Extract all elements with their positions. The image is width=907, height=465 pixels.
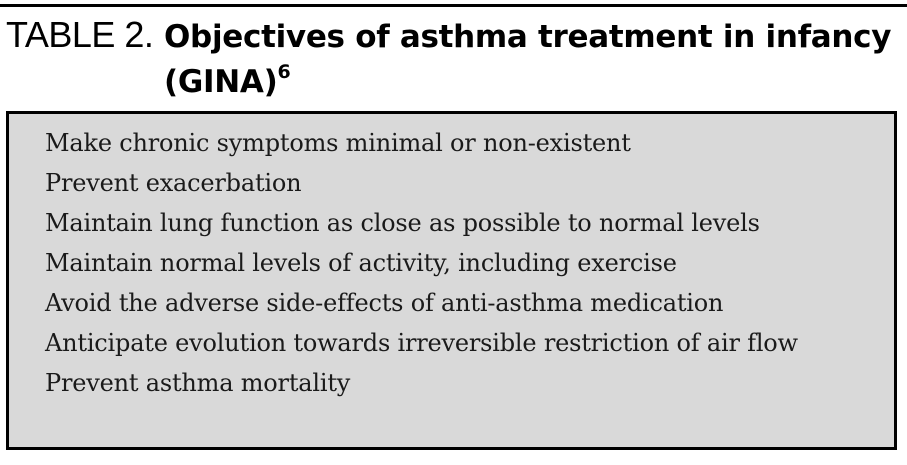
reference-superscript: 6 [277, 60, 291, 83]
objective-item: Maintain normal levels of activity, including exercise [45, 249, 677, 277]
objectives-list [9, 114, 894, 403]
objective-item: Make chronic symptoms minimal or non-existent [45, 129, 631, 157]
caption-first-line [6, 12, 901, 60]
objective-item: Avoid the adverse side-effects of anti-asthma medication [45, 289, 724, 317]
table-title-source: (GINA) [164, 64, 278, 100]
objectives-table [6, 111, 897, 450]
objective-item: Prevent asthma mortality [45, 369, 351, 397]
table-title: Objectives of asthma treatment in infancy [164, 19, 892, 55]
table-caption [6, 12, 901, 104]
objective-item: Prevent exacerbation [45, 169, 302, 197]
table-label: TABLE 2. [6, 14, 154, 55]
top-rule [0, 4, 907, 7]
table-title-continuation [164, 60, 901, 104]
objective-item: Maintain lung function as close as possible to normal levels [45, 209, 760, 237]
objective-item: Anticipate evolution towards irreversible restriction of air flow [45, 329, 798, 357]
